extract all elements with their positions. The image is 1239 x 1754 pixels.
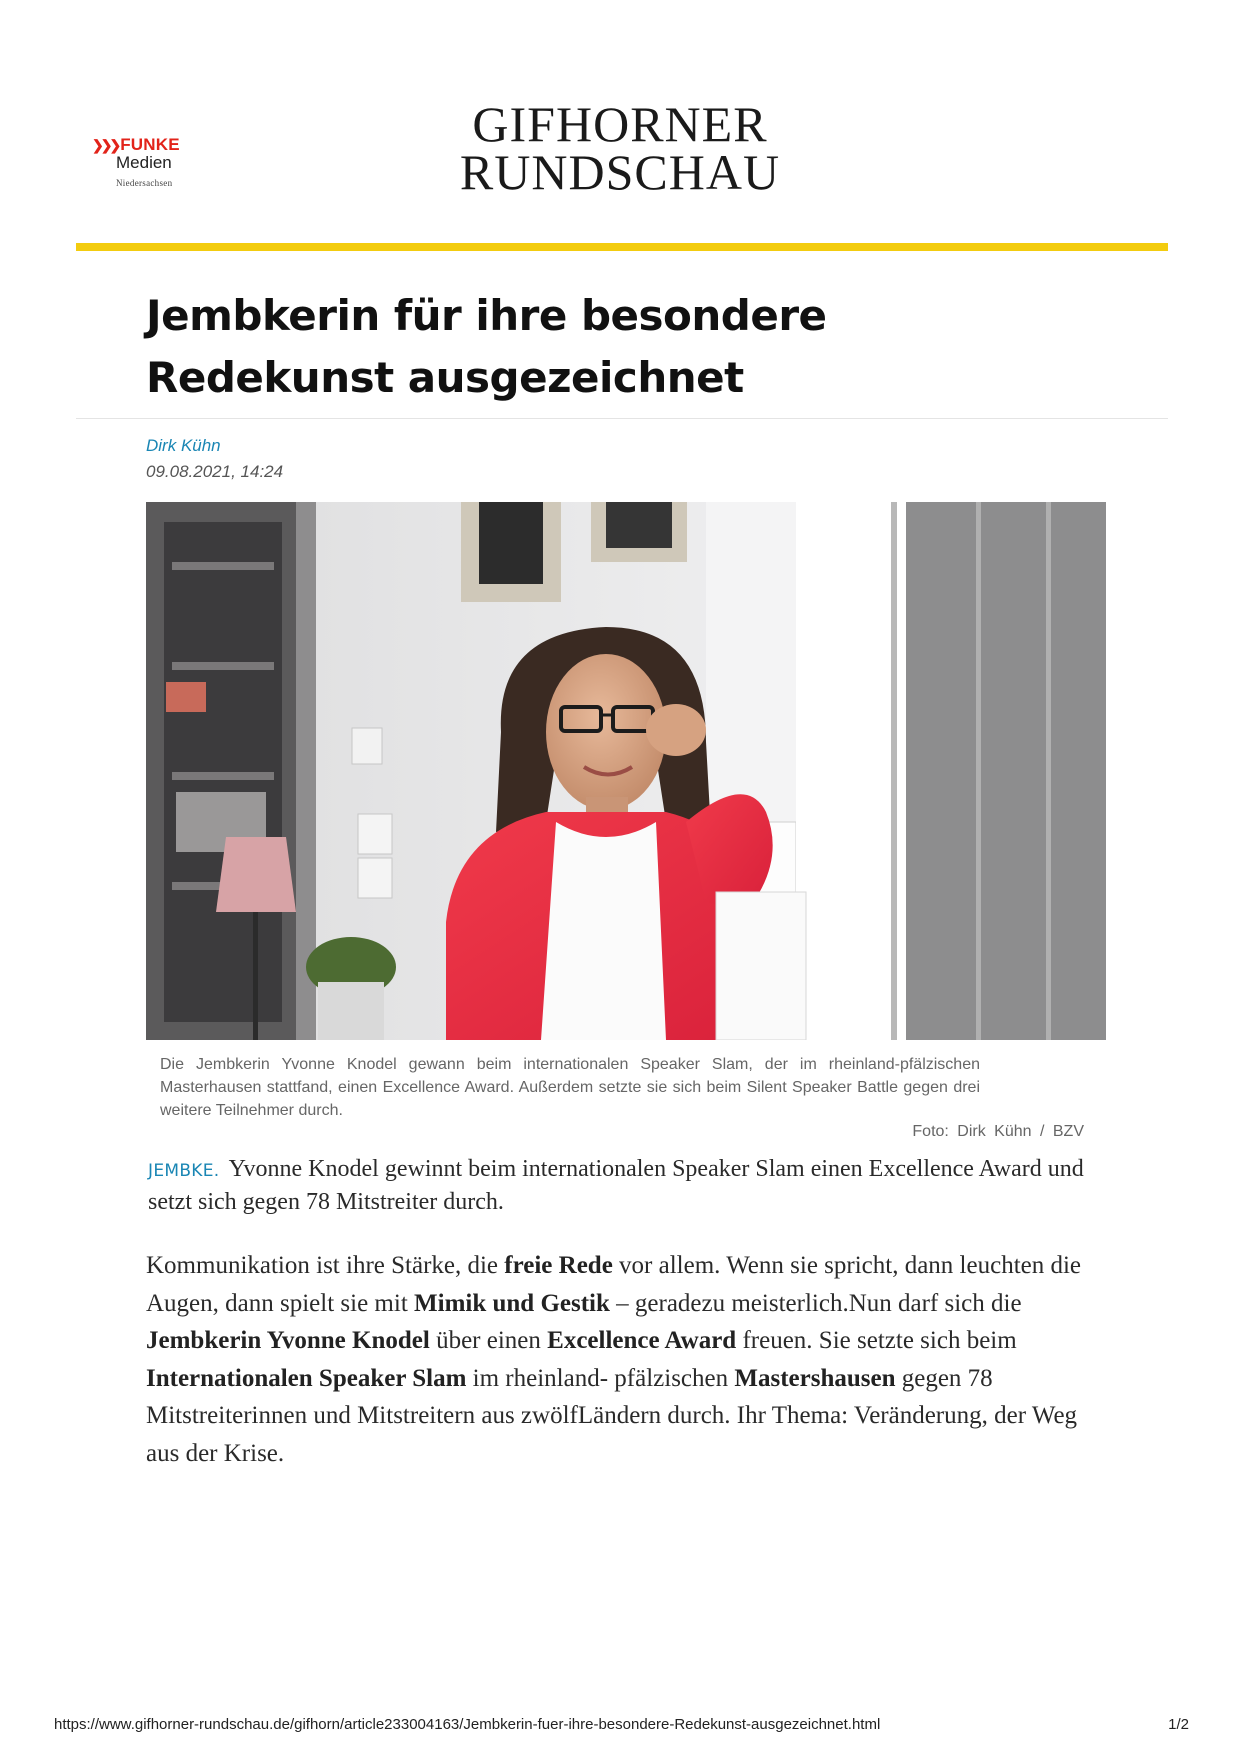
- headline-divider: [76, 418, 1168, 419]
- publish-timestamp: 09.08.2021, 14:24: [146, 462, 284, 481]
- body-run: – geradezu meisterlich.Nun darf sich die: [609, 1289, 1022, 1317]
- masthead-line-1: GIFHORNER: [472, 96, 768, 152]
- body-run: freuen. Sie setzte sich beim: [736, 1327, 1017, 1354]
- article-headline: Jembkerin für ihre besondere Redekunst ausgezeichnet: [146, 291, 827, 402]
- body-emphasis: Mimik und Gestik: [414, 1289, 610, 1317]
- masthead-divider: [76, 243, 1168, 251]
- body-run: im rheinland- pfälzischen: [466, 1364, 735, 1392]
- masthead-line-2: RUNDSCHAU: [459, 144, 781, 200]
- article-lead: [148, 1154, 1098, 1218]
- funke-medien-logo: [92, 136, 202, 200]
- article-photo[interactable]: [146, 502, 1106, 1040]
- logo-sub: Medien: [116, 153, 172, 172]
- author-link[interactable]: Dirk Kühn: [146, 436, 221, 455]
- body-emphasis: Jembkerin Yvonne Knodel: [146, 1327, 430, 1354]
- article-photo-illustration: [146, 502, 1106, 1040]
- article-body: [146, 1247, 1086, 1472]
- logo-name: FUNKE: [120, 135, 180, 154]
- body-run: gegen 78 Mitstreiterinnen und Mitstreitern aus zwölfLändern durch. Ihr Thema: Veränderung, der Weg aus der Krise.: [146, 1364, 1078, 1467]
- page-number: 1/2: [1168, 1716, 1189, 1733]
- body-run: über einen: [429, 1327, 548, 1354]
- photo-caption: Die Jembkerin Yvonne Knodel gewann beim internationalen Speaker Slam, der im rheinland-pfälzischen Masterhausen stattfand, einen Excellence Award. Außerdem setzte sie sich beim Silent Speaker Battle gegen drei weitere Teilnehmer durch.: [160, 1056, 980, 1119]
- dateline: JEMBKE.: [148, 1161, 220, 1181]
- logo-region: Niedersachsen: [116, 178, 173, 188]
- body-emphasis: Internationalen Speaker Slam: [146, 1364, 467, 1392]
- funke-chevrons-icon: ❯❯❯: [92, 137, 119, 153]
- body-emphasis: Mastershausen: [734, 1364, 896, 1392]
- body-run: Kommunikation ist ihre Stärke, die: [146, 1252, 505, 1279]
- body-run: vor allem. Wenn sie spricht, dann leuchten die Augen, dann spielt sie mit: [146, 1252, 1082, 1317]
- newspaper-masthead[interactable]: [380, 96, 860, 200]
- body-emphasis: Excellence Award: [547, 1327, 737, 1354]
- footer-url: https://www.gifhorner-rundschau.de/gifhorn/article233004163/Jembkerin-fuer-ihre-besondere-Redekunst-ausgezeichnet.html: [54, 1716, 881, 1733]
- photo-credit: Foto: Dirk Kühn / BZV: [912, 1123, 1084, 1140]
- body-emphasis: freie Rede: [504, 1252, 613, 1279]
- lead-text: Yvonne Knodel gewinnt beim internationalen Speaker Slam einen Excellence Award und setzt sich gegen 78 Mitstreiter durch.: [148, 1156, 1084, 1215]
